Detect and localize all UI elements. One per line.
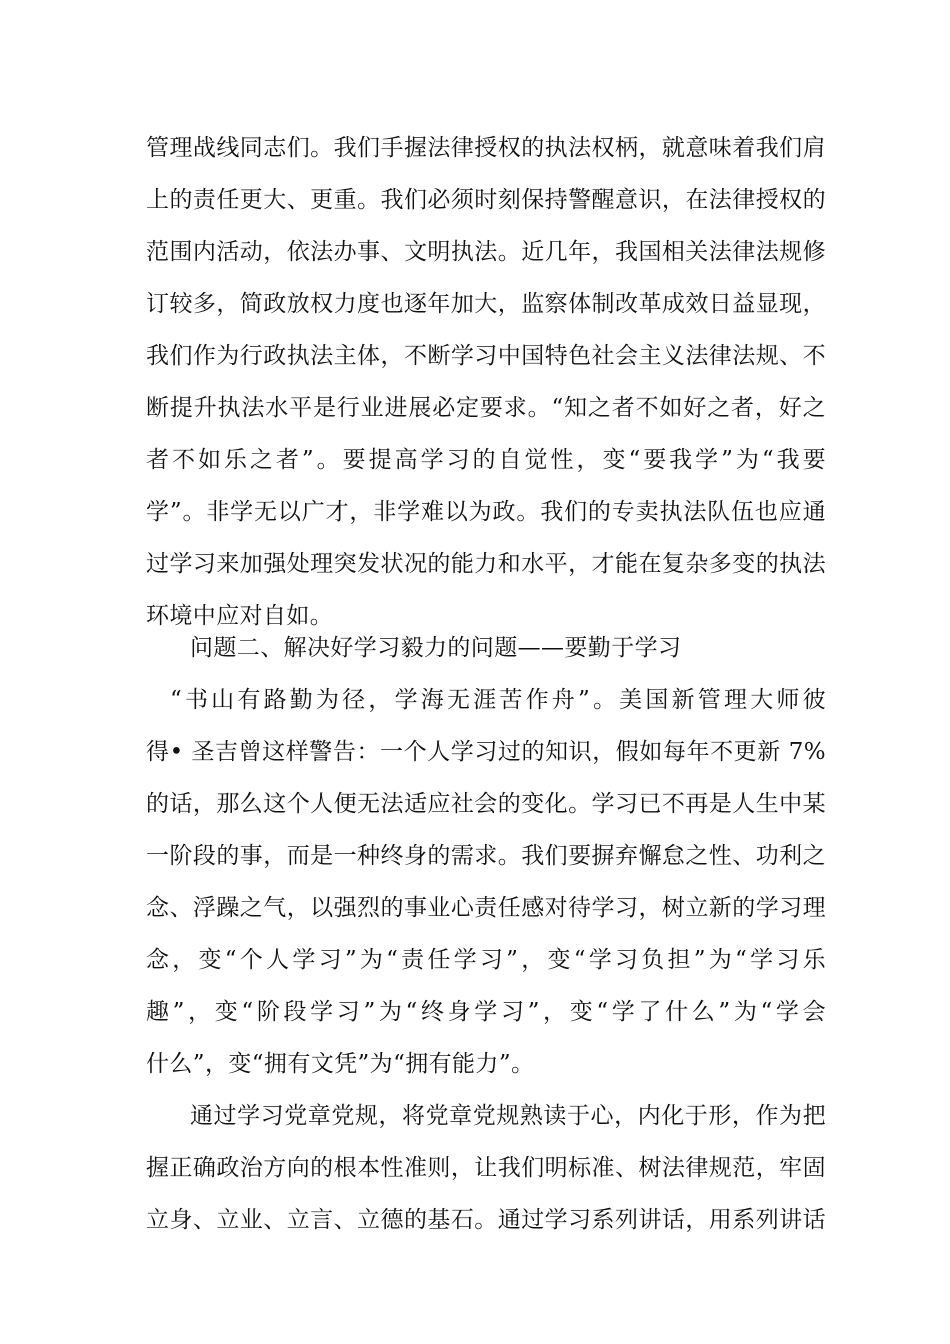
paragraph-line: 者不如乐之者”。要提高学习的自觉性，变“要我学”为“我要: [146, 447, 826, 473]
paragraph-line: 学”。非学无以广才，非学难以为政。我们的专卖执法队伍也应通: [146, 499, 826, 525]
paragraph-line: 得• 圣吉曾这样警告：一个人学习过的知识，假如每年不更新 7%: [146, 739, 826, 765]
paragraph-line: 上的责任更大、更重。我们必须时刻保持警醒意识，在法律授权的: [146, 187, 826, 213]
paragraph-line: 念，变“个人学习”为“责任学习”，变“学习负担”为“学习乐: [146, 947, 826, 973]
paragraph-line: 一阶段的事，而是一种终身的需求。我们要摒弃懈怠之性、功利之: [146, 843, 826, 869]
paragraph-line: 管理战线同志们。我们手握法律授权的执法权柄，就意味着我们肩: [146, 135, 826, 161]
paragraph-line: 环境中应对自如。: [146, 603, 334, 629]
paragraph-line: 的话，那么这个人便无法适应社会的变化。学习已不再是人生中某: [146, 791, 826, 817]
paragraph-line: “书山有路勤为径，学海无涯苦作舟”。美国新管理大师彼: [170, 687, 826, 713]
paragraph-line: 趣”，变“阶段学习”为“终身学习”，变“学了什么”为“学会: [146, 999, 826, 1025]
paragraph-line: 念、浮躁之气，以强烈的事业心责任感对待学习，树立新的学习理: [146, 895, 826, 921]
paragraph-line: 我们作为行政执法主体，不断学习中国特色社会主义法律法规、不: [146, 343, 826, 369]
paragraph-line: 立身、立业、立言、立德的基石。通过学习系列讲话，用系列讲话: [146, 1207, 826, 1233]
paragraph-line: 通过学习党章党规，将党章党规熟读于心，内化于形，作为把: [190, 1103, 826, 1129]
paragraph-line: 范围内活动，依法办事、文明执法。近几年，我国相关法律法规修: [146, 239, 826, 265]
paragraph-line: 过学习来加强处理突发状况的能力和水平，才能在复杂多变的执法: [146, 551, 826, 577]
paragraph-line: 断提升执法水平是行业进展必定要求。“知之者不如好之者，好之: [146, 395, 826, 421]
paragraph-line: 握正确政治方向的根本性准则，让我们明标准、树法律规范，牢固: [146, 1155, 826, 1181]
paragraph-line: 订较多，简政放权力度也逐年加大，监察体制改革成效日益显现，: [146, 291, 826, 317]
section-heading: 问题二、解决好学习毅力的问题——要勤于学习: [190, 635, 682, 661]
paragraph-line: 什么”，变“拥有文凭”为“拥有能力”。: [146, 1051, 535, 1077]
